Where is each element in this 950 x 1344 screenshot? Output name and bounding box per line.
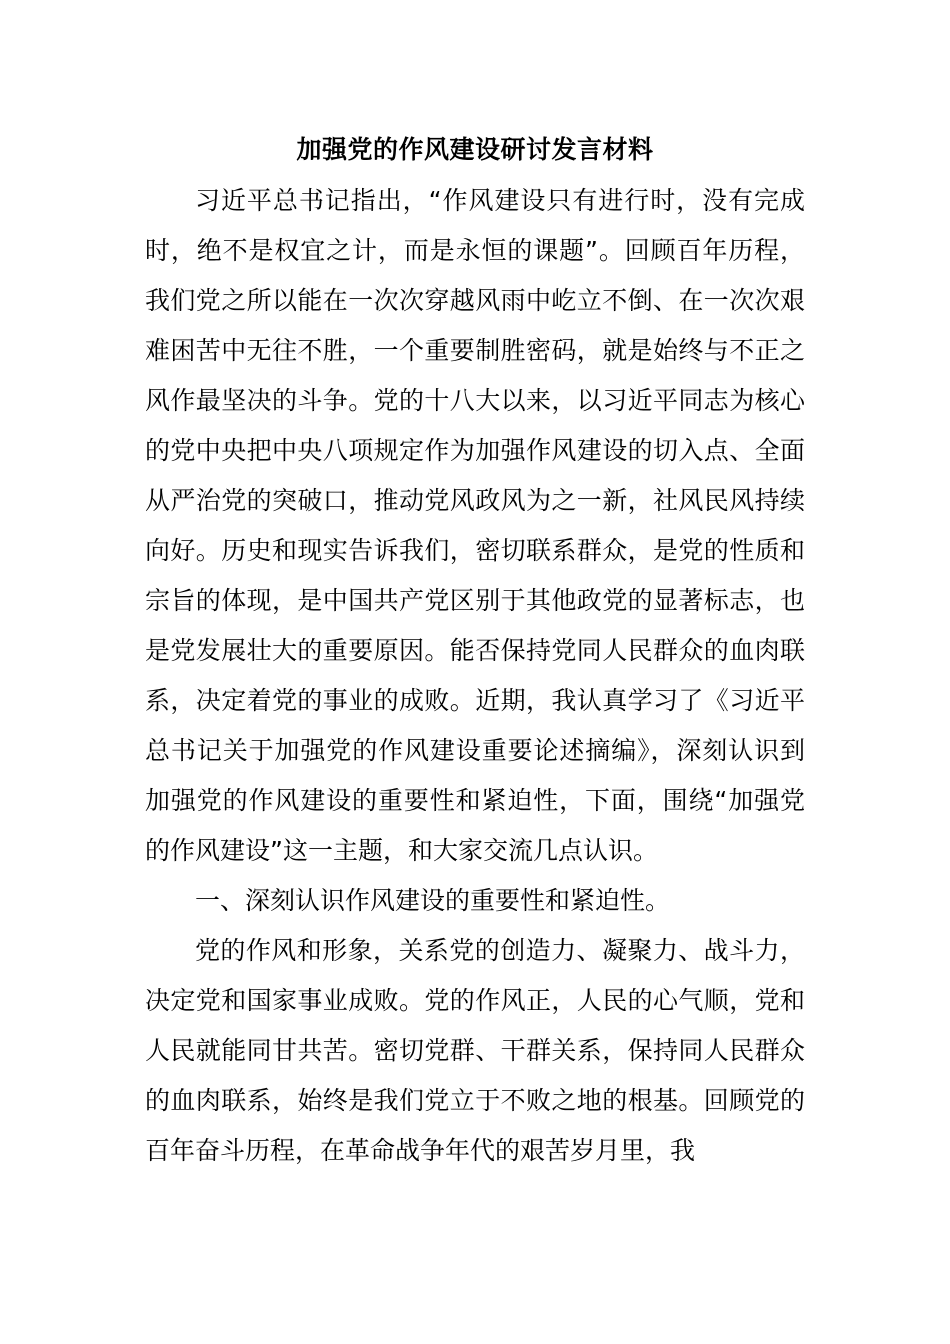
body-paragraph-section-1: 党的作风和形象，关系党的创造力、凝聚力、战斗力，决定党和国家事业成败。党的作风正，人民的心气顺，党和人民就能同甘共苦。密切党群、干群关系，保持同人民群众的血肉联系，始终是我们党立于不败之地的根基。回顾党的百年奋斗历程，在革命战争年代的艰苦岁月里，我: [145, 936, 805, 1165]
section-heading-1: 一、深刻认识作风建设的重要性和紧迫性。: [195, 886, 671, 915]
document-body: [145, 176, 805, 1176]
document-title: 加强党的作风建设研讨发言材料: [296, 135, 654, 164]
body-paragraph-intro: 习近平总书记指出，“作风建设只有进行时，没有完成时，绝不是权宜之计，而是永恒的课题”。回顾百年历程，我们党之所以能在一次次穿越风雨中屹立不倒、在一次次艰难困苦中无往不胜，一个重要制胜密码，就是始终与不正之风作最坚决的斗争。党的十八大以来，以习近平同志为核心的党中央把中央八项规定作为加强作风建设的切入点、全面从严治党的突破口，推动党风政风为之一新，社风民风持续向好。历史和现实告诉我们，密切联系群众，是党的性质和宗旨的体现，是中国共产党区别于其他政党的显著标志，也是党发展壮大的重要原因。能否保持党同人民群众的血肉联系，决定着党的事业的成败。近期，我认真学习了《习近平总书记关于加强党的作风建设重要论述摘编》，深刻认识到加强党的作风建设的重要性和紧迫性，下面，围绕“加强党的作风建设”这一主题，和大家交流几点认识。: [145, 186, 805, 865]
